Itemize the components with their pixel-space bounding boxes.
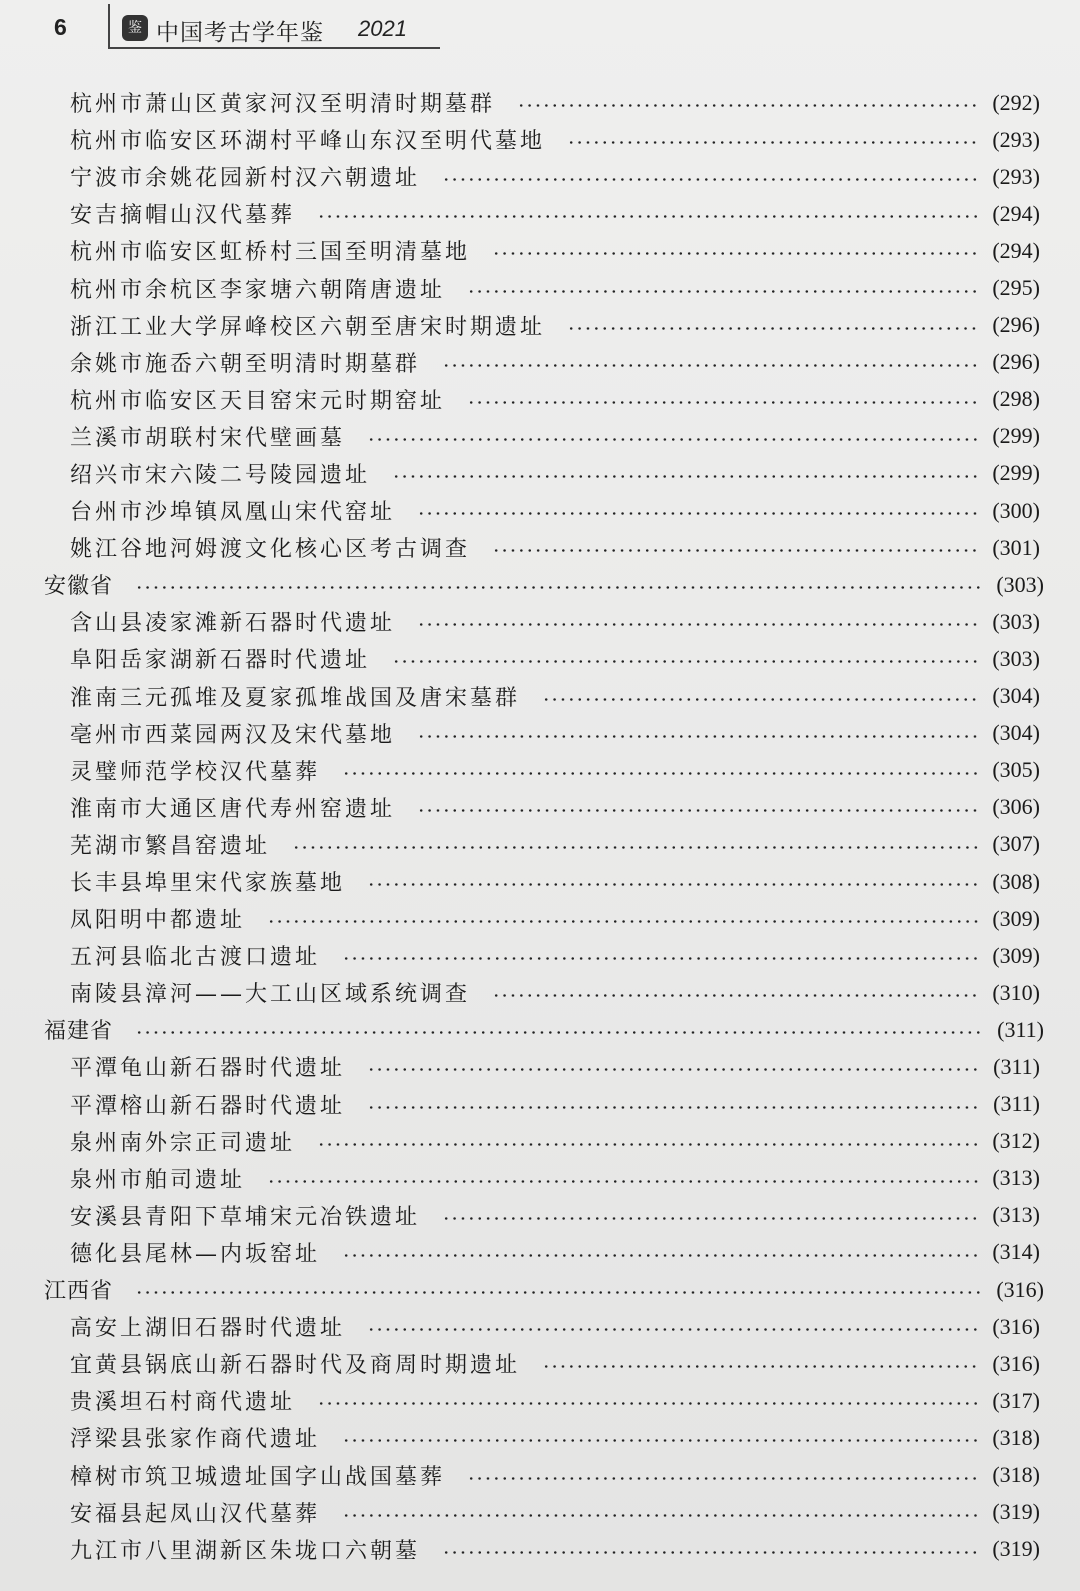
dot-leader [342,1439,980,1442]
toc-entry [0,1197,1080,1234]
dot-leader [292,846,980,849]
dot-leader [317,1402,980,1405]
page-reference: (313) [992,1165,1040,1191]
table-of-contents [0,84,1080,1568]
page-reference: (293) [992,126,1040,152]
page-reference: (319) [992,1536,1040,1562]
entry-title: 亳州市西菜园两汉及宋代墓地 [70,722,396,748]
page-number: 6 [54,14,67,40]
page-reference: (310) [992,979,1040,1005]
section-title: 安徽省 [44,574,114,600]
dot-leader [367,1068,981,1071]
toc-entry [0,1086,1080,1123]
page-reference: (316) [992,1350,1040,1376]
dot-leader [367,1106,981,1109]
header-horizontal-rule [108,47,440,49]
toc-entry [0,84,1080,121]
toc-entry [0,752,1080,789]
entry-title: 阜阳岳家湖新石器时代遗址 [70,648,371,674]
page-reference: (316) [996,1276,1044,1302]
entry-title: 灵璧师范学校汉代墓葬 [70,759,321,785]
section-title: 福建省 [44,1019,114,1045]
toc-entry [0,974,1080,1011]
dot-leader [417,623,980,626]
page-reference: (314) [992,1239,1040,1265]
toc-entry [0,715,1080,752]
toc-entry [0,1531,1080,1568]
toc-entry [0,1494,1080,1531]
dot-leader [267,920,980,923]
toc-entry [0,900,1080,937]
entry-title: 五河县临北古渡口遗址 [70,945,321,971]
entry-title: 淮南三元孤堆及夏家孤堆战国及唐宋墓群 [70,685,521,711]
dot-leader [542,1365,980,1368]
toc-entry [0,1382,1080,1419]
toc-section-heading [0,1011,1080,1048]
page-reference: (299) [992,460,1040,486]
page-reference: (312) [992,1128,1040,1154]
running-year: 2021 [358,16,407,41]
page-reference: (304) [992,720,1040,746]
toc-entry [0,826,1080,863]
yearbook-logo-icon: 鉴 [122,15,148,41]
dot-leader [492,994,980,997]
entry-title: 宁波市余姚花园新村汉六朝遗址 [70,166,421,192]
toc-entry [0,1308,1080,1345]
dot-leader [135,1031,985,1034]
running-title: 中国考古学年鉴 [156,20,324,46]
page-reference: (294) [992,237,1040,263]
toc-entry [0,640,1080,677]
page-reference: (308) [992,868,1040,894]
page-reference: (299) [992,423,1040,449]
entry-title: 杭州市余杭区李家塘六朝隋唐遗址 [70,277,446,303]
page-reference: (296) [992,312,1040,338]
dot-leader [492,549,980,552]
entry-title: 樟树市筑卫城遗址国字山战国墓葬 [70,1464,446,1490]
page-reference: (294) [992,200,1040,226]
page-reference: (317) [992,1387,1040,1413]
entry-title: 含山县凌家滩新石器时代遗址 [70,611,396,637]
page-reference: (301) [992,534,1040,560]
page-reference: (311) [997,1016,1044,1042]
toc-section-heading [0,1271,1080,1308]
dot-leader [417,809,980,812]
dot-leader [517,104,980,107]
toc-entry [0,381,1080,418]
entry-title: 贵溪坦石村商代遗址 [70,1390,296,1416]
toc-entry [0,529,1080,566]
toc-entry [0,232,1080,269]
page-reference: (306) [992,794,1040,820]
toc-section-heading [0,566,1080,603]
dot-leader [135,586,984,589]
toc-entry [0,603,1080,640]
dot-leader [342,1254,980,1257]
entry-title: 淮南市大通区唐代寿州窑遗址 [70,796,396,822]
entry-title: 浙江工业大学屏峰校区六朝至唐宋时期遗址 [70,314,546,340]
page-header [0,0,1080,56]
entry-title: 安福县起凤山汉代墓葬 [70,1501,321,1527]
page-reference: (311) [993,1053,1040,1079]
entry-title: 宜黄县锅底山新石器时代及商周时期遗址 [70,1353,521,1379]
page-reference: (316) [992,1313,1040,1339]
page-reference: (295) [992,275,1040,301]
entry-title: 泉州南外宗正司遗址 [70,1130,296,1156]
entry-title: 芜湖市繁昌窑遗址 [70,833,271,859]
entry-title: 杭州市萧山区黄家河汉至明清时期墓群 [70,92,496,118]
header-vertical-rule [108,4,110,48]
toc-entry [0,269,1080,306]
entry-title: 杭州市临安区虹桥村三国至明清墓地 [70,240,471,266]
entry-title: 绍兴市宋六陵二号陵园遗址 [70,462,371,488]
entry-title: 南陵县漳河——大工山区域系统调查 [70,982,471,1008]
entry-title: 杭州市临安区天目窑宋元时期窑址 [70,388,446,414]
page-reference: (319) [992,1499,1040,1525]
page-reference: (304) [992,683,1040,709]
entry-title: 安吉摘帽山汉代墓葬 [70,203,296,229]
page-reference: (309) [992,942,1040,968]
dot-leader [467,290,980,293]
page-reference: (318) [992,1462,1040,1488]
toc-entry [0,418,1080,455]
entry-title: 高安上湖旧石器时代遗址 [70,1316,346,1342]
dot-leader [367,883,980,886]
dot-leader [342,957,980,960]
toc-entry [0,307,1080,344]
entry-title: 泉州市舶司遗址 [70,1167,246,1193]
toc-entry [0,678,1080,715]
dot-leader [492,252,980,255]
page-reference: (307) [992,831,1040,857]
dot-leader [567,327,980,330]
entry-title: 姚江谷地河姆渡文化核心区考古调查 [70,537,471,563]
entry-title: 九江市八里湖新区朱垅口六朝墓 [70,1538,421,1564]
dot-leader [442,178,980,181]
entry-title: 兰溪市胡联村宋代壁画墓 [70,425,346,451]
dot-leader [417,512,980,515]
entry-title: 长丰县埠里宋代家族墓地 [70,871,346,897]
section-title: 江西省 [44,1279,114,1305]
dot-leader [542,698,980,701]
entry-title: 平潭榕山新石器时代遗址 [70,1093,346,1119]
toc-entry [0,1456,1080,1493]
page-reference: (303) [996,571,1044,597]
toc-entry [0,1419,1080,1456]
toc-entry [0,937,1080,974]
dot-leader [442,364,980,367]
dot-leader [467,1477,980,1480]
entry-title: 杭州市临安区环湖村平峰山东汉至明代墓地 [70,129,546,155]
page-reference: (311) [993,1091,1040,1117]
entry-title: 平潭龟山新石器时代遗址 [70,1056,346,1082]
dot-leader [317,215,980,218]
entry-title: 凤阳明中都遗址 [70,908,246,934]
dot-leader [342,1514,980,1517]
toc-entry [0,1345,1080,1382]
dot-leader [367,438,980,441]
toc-entry [0,863,1080,900]
page-reference: (305) [992,757,1040,783]
dot-leader [367,1328,980,1331]
page-reference: (300) [992,497,1040,523]
dot-leader [442,1217,980,1220]
dot-leader [442,1551,980,1554]
page-reference: (303) [992,645,1040,671]
toc-entry [0,121,1080,158]
toc-entry [0,1048,1080,1085]
toc-entry [0,455,1080,492]
toc-entry [0,492,1080,529]
dot-leader [342,772,980,775]
entry-title: 浮梁县张家作商代遗址 [70,1427,321,1453]
toc-entry [0,195,1080,232]
page-reference: (313) [992,1202,1040,1228]
toc-entry [0,158,1080,195]
dot-leader [317,1143,980,1146]
dot-leader [417,735,980,738]
dot-leader [392,660,980,663]
toc-entry [0,1160,1080,1197]
toc-entry [0,789,1080,826]
entry-title: 德化县尾林—内坂窑址 [70,1241,321,1267]
page-reference: (318) [992,1424,1040,1450]
toc-entry [0,344,1080,381]
entry-title: 安溪县青阳下草埔宋元冶铁遗址 [70,1204,421,1230]
dot-leader [267,1180,980,1183]
dot-leader [467,401,980,404]
dot-leader [135,1291,984,1294]
page-reference: (298) [992,386,1040,412]
page-reference: (293) [992,163,1040,189]
toc-entry [0,1234,1080,1271]
page-reference: (303) [992,608,1040,634]
entry-title: 余姚市施岙六朝至明清时期墓群 [70,351,421,377]
page-reference: (292) [992,89,1040,115]
page-reference: (309) [992,905,1040,931]
toc-entry [0,1123,1080,1160]
page-reference: (296) [992,349,1040,375]
entry-title: 台州市沙埠镇凤凰山宋代窑址 [70,500,396,526]
dot-leader [392,475,980,478]
dot-leader [567,141,980,144]
